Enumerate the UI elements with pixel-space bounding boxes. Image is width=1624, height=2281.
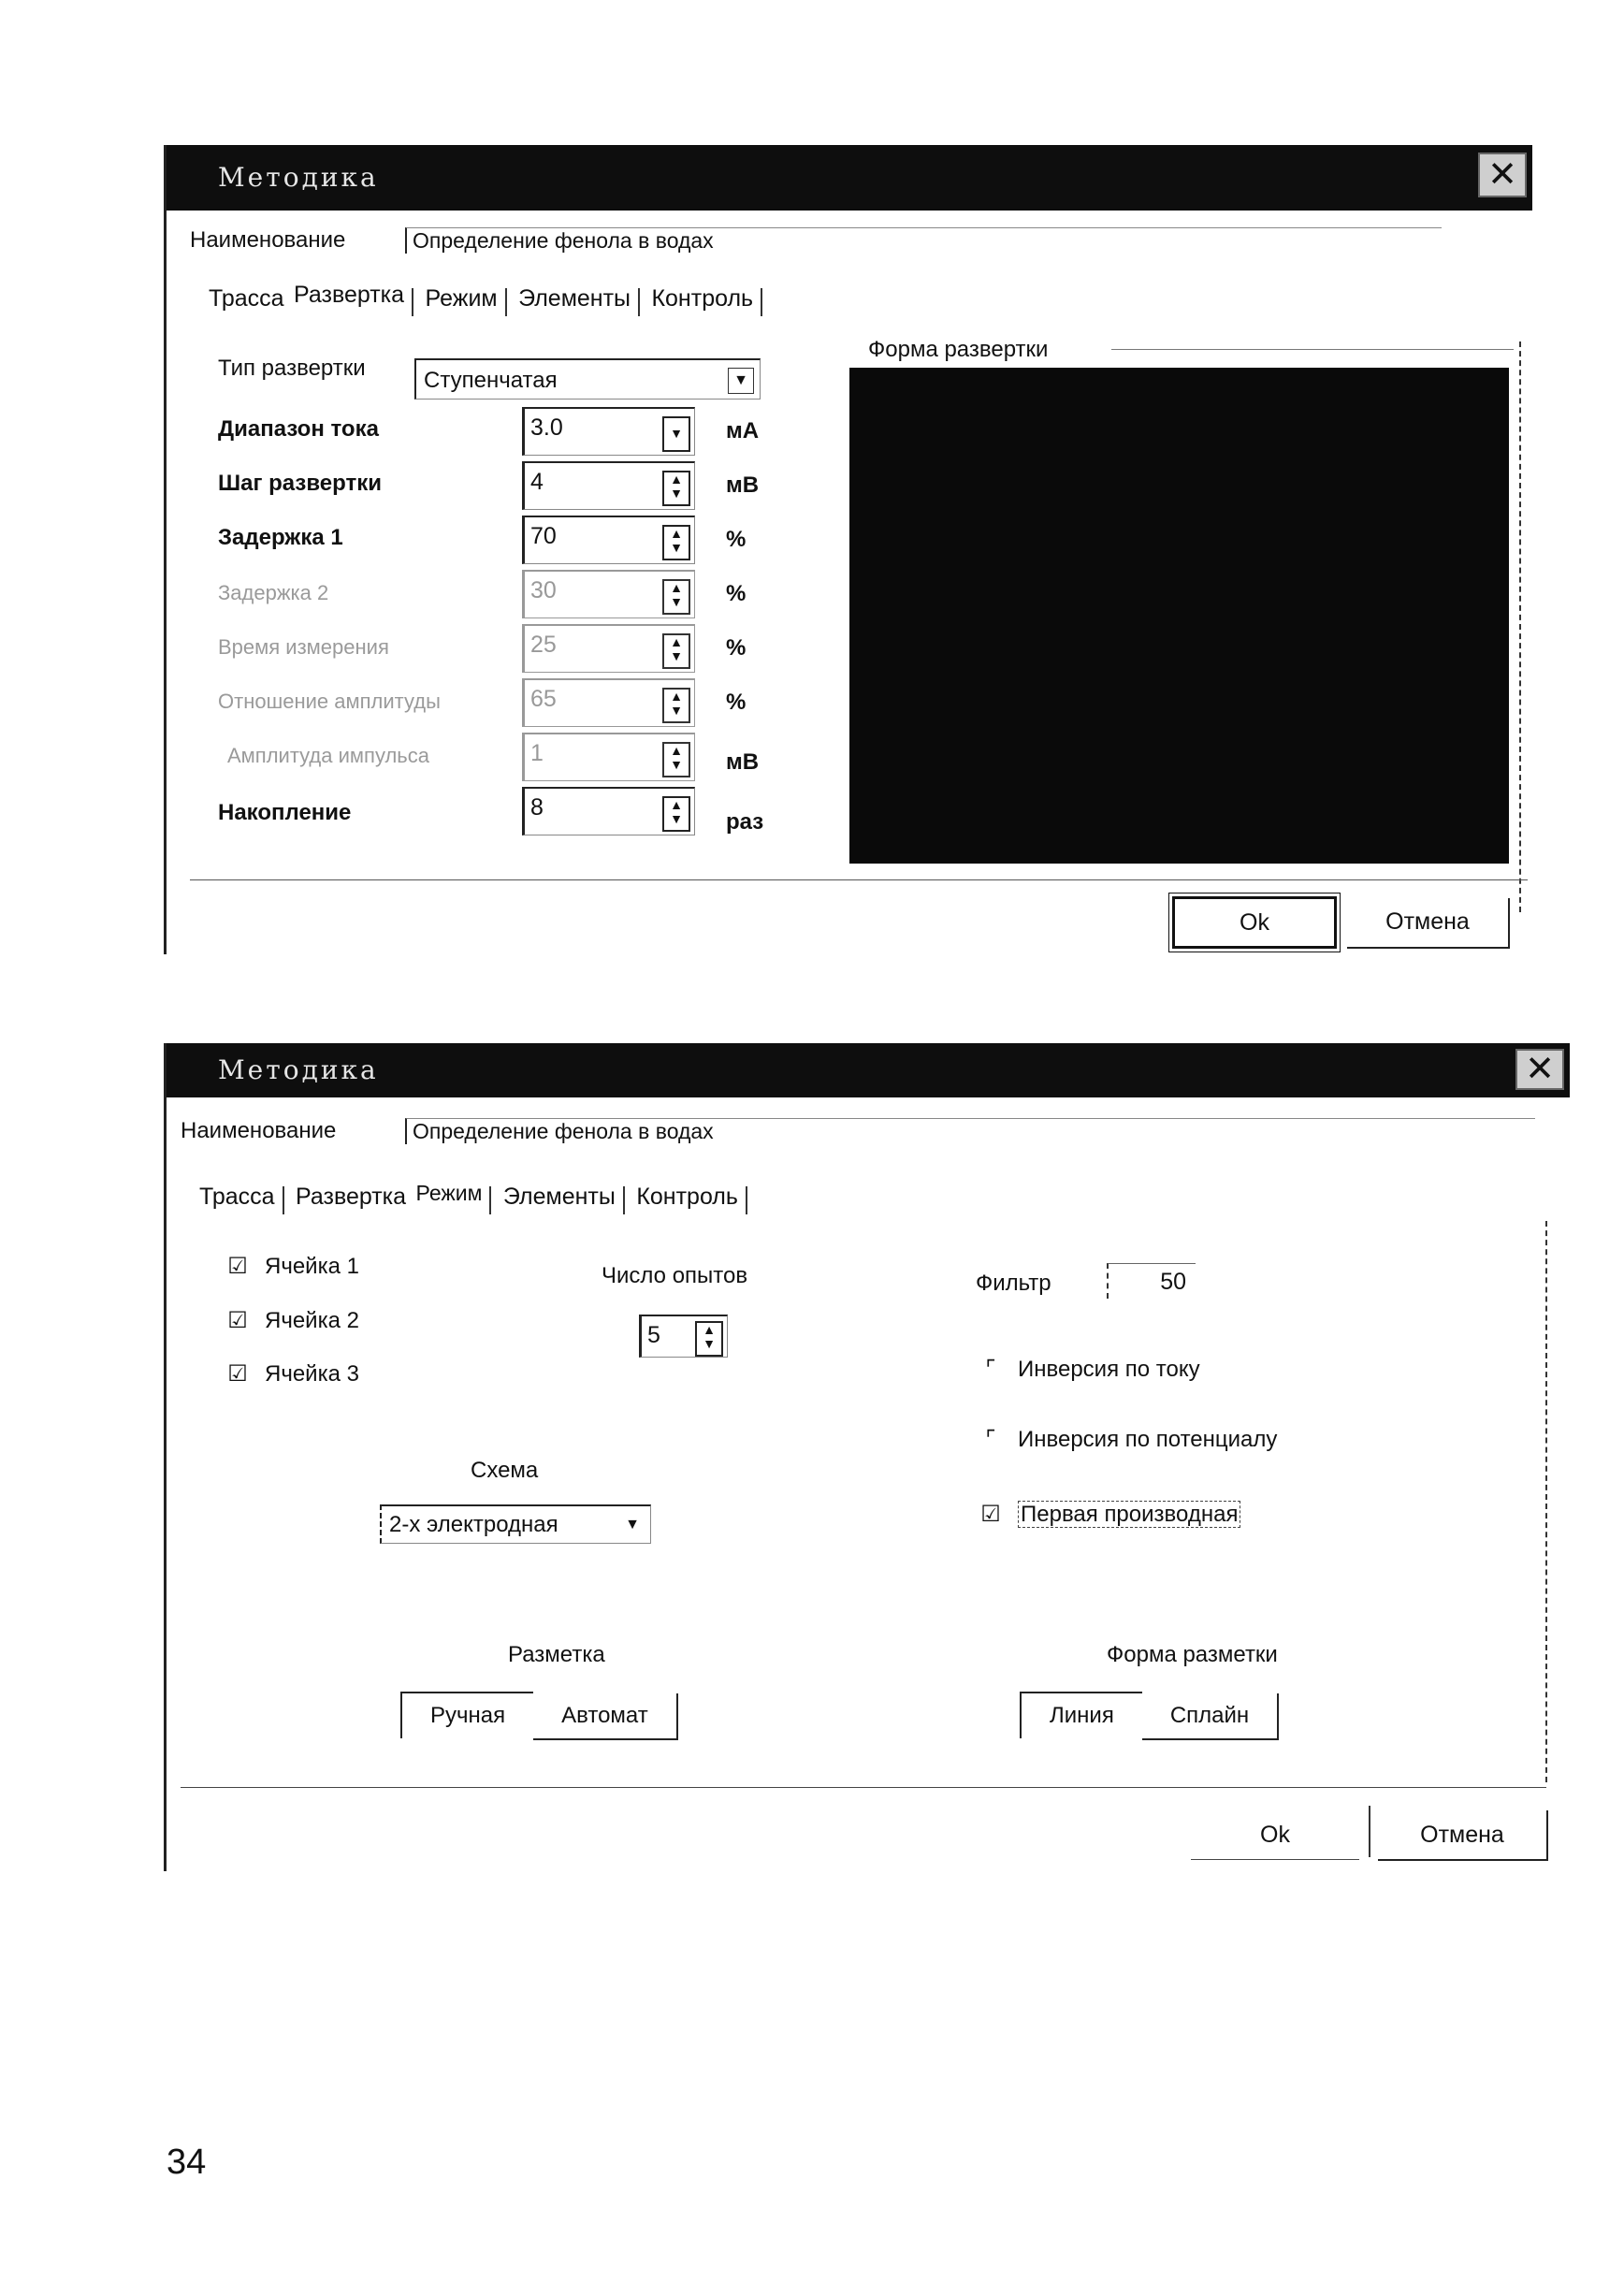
checkbox-empty-icon: ⌜ [985, 1357, 996, 1382]
ok-button[interactable]: Ok [1172, 896, 1337, 949]
spin-arrows-icon[interactable]: ▲ ▼ [662, 579, 690, 615]
field-unit: % [726, 635, 747, 661]
tab-trassa[interactable]: Трасса [209, 285, 284, 312]
field-label: Амплитуда импульса [227, 744, 429, 767]
field-value: 65 [530, 686, 557, 712]
sweep-type-select[interactable] [414, 358, 761, 400]
spin-arrows-icon[interactable]: ▲ ▼ [662, 525, 690, 560]
spin-arrows-icon[interactable]: ▲ ▼ [662, 796, 690, 832]
chevron-down-icon[interactable]: ▼ [728, 368, 754, 394]
group-border [1545, 1221, 1549, 1782]
name-field[interactable]: Определение фенола в водах [405, 1118, 1535, 1144]
marking-label: Разметка [508, 1642, 605, 1667]
tab-divider [761, 288, 762, 316]
name-field[interactable]: Определение фенола в водах [405, 227, 1442, 254]
tab-elements[interactable]: Элементы [518, 285, 631, 312]
check-icon: ☑ [980, 1502, 1001, 1527]
methodology-dialog-sweep [164, 145, 1532, 954]
invert-current-checkbox[interactable] [980, 1357, 1200, 1383]
tab-elements[interactable]: Элементы [502, 1184, 616, 1210]
close-icon[interactable]: ✕ [1478, 153, 1527, 197]
tab-mode[interactable]: Режим [425, 285, 498, 312]
divider [190, 879, 1528, 880]
field-label: Шаг развертки [218, 471, 383, 496]
sweep-type-label: Тип развертки [218, 356, 366, 381]
cell-label: Ячейка 2 [265, 1308, 359, 1333]
option-label: Инверсия по току [1018, 1357, 1200, 1382]
field-unit: раз [726, 809, 764, 835]
cell-1-checkbox[interactable] [227, 1254, 359, 1280]
scheme-select[interactable] [380, 1504, 651, 1544]
cancel-button[interactable]: Отмена [1347, 898, 1510, 949]
shape-line-button[interactable]: Линия [1020, 1692, 1142, 1738]
field-label: Отношение амплитуды [218, 690, 441, 713]
check-icon: ☑ [227, 1308, 248, 1333]
experiments-spinner[interactable] [639, 1315, 728, 1358]
filter-label: Фильтр [976, 1271, 1051, 1296]
option-label: Инверсия по потенциалу [1018, 1427, 1278, 1452]
field-label: Задержка 1 [218, 525, 343, 550]
field-value: 4 [530, 469, 544, 495]
cancel-button[interactable]: Отмена [1378, 1810, 1548, 1861]
tab-bar [199, 1181, 755, 1214]
page-number: 34 [167, 2143, 207, 2182]
methodology-dialog-mode [164, 1043, 1570, 1871]
tab-control[interactable]: Контроль [651, 285, 754, 312]
scheme-value: 2-х электродная [389, 1512, 558, 1537]
cell-3-checkbox[interactable] [227, 1361, 359, 1387]
amplitude-ratio-spinner[interactable] [522, 678, 695, 727]
accumulation-spinner[interactable] [522, 787, 695, 835]
dialog-title: Методика [218, 1054, 379, 1085]
shape-spline-button[interactable]: Сплайн [1142, 1693, 1279, 1740]
check-icon: ☑ [227, 1361, 248, 1387]
title-bar[interactable] [167, 145, 1532, 211]
filter-field[interactable]: 50 [1107, 1263, 1196, 1299]
group-border [1519, 341, 1523, 912]
marking-shape-toggle [1020, 1692, 1279, 1740]
field-value: 25 [530, 632, 557, 658]
measure-time-spinner[interactable] [522, 624, 695, 673]
title-bar[interactable] [167, 1043, 1570, 1097]
group-border [1111, 349, 1514, 350]
field-unit: % [726, 581, 747, 606]
marking-shape-label: Форма разметки [1107, 1642, 1278, 1667]
spin-arrows-icon[interactable]: ▲ ▼ [662, 742, 690, 777]
pulse-amplitude-spinner[interactable] [522, 733, 695, 781]
delay1-spinner[interactable] [522, 516, 695, 564]
option-label: Первая производная [1018, 1501, 1240, 1528]
marking-manual-button[interactable]: Ручная [400, 1692, 533, 1738]
field-unit: % [726, 690, 747, 715]
first-derivative-checkbox[interactable] [980, 1502, 1240, 1528]
cell-label: Ячейка 3 [265, 1361, 359, 1387]
close-icon[interactable]: ✕ [1515, 1049, 1564, 1090]
field-value: 3.0 [530, 414, 563, 441]
chevron-down-icon[interactable]: ▼ [625, 1517, 640, 1533]
tab-sweep[interactable]: Развертка [296, 1184, 407, 1210]
field-label: Накопление [218, 800, 352, 825]
tab-trassa[interactable]: Трасса [199, 1184, 275, 1210]
field-unit: мВ [726, 749, 760, 775]
spin-arrows-icon[interactable]: ▲ ▼ [695, 1321, 723, 1357]
check-icon: ☑ [227, 1254, 248, 1279]
marking-auto-button[interactable]: Автомат [533, 1693, 678, 1740]
sweep-type-value: Ступенчатая [424, 368, 558, 393]
scheme-label: Схема [471, 1458, 539, 1483]
sweep-preview-label: Форма развертки [868, 337, 1049, 362]
field-value: 1 [530, 740, 544, 766]
field-value: 70 [530, 523, 557, 549]
spin-arrows-icon[interactable]: ▲ ▼ [662, 471, 690, 506]
field-unit: мВ [726, 472, 760, 498]
experiments-value: 5 [647, 1322, 660, 1348]
tab-divider [638, 288, 640, 316]
sweep-preview-canvas [849, 368, 1509, 864]
chevron-down-icon[interactable]: ▼ [662, 416, 690, 452]
name-label: Наименование [181, 1118, 337, 1143]
field-value: 30 [530, 577, 557, 603]
cell-2-checkbox[interactable] [227, 1308, 359, 1334]
tab-divider [412, 288, 413, 316]
checkbox-empty-icon: ⌜ [985, 1427, 996, 1452]
tab-divider [746, 1186, 747, 1214]
tab-divider [283, 1186, 284, 1214]
field-label: Время измерения [218, 635, 389, 659]
tab-bar [209, 282, 770, 316]
button-divider [1369, 1806, 1370, 1857]
tab-divider [623, 1186, 625, 1214]
delay2-spinner[interactable] [522, 570, 695, 618]
field-value: 8 [530, 794, 544, 821]
experiments-label: Число опытов [602, 1263, 748, 1288]
marking-toggle [400, 1692, 678, 1740]
name-label: Наименование [190, 227, 346, 253]
field-unit: % [726, 527, 747, 552]
current-range-select[interactable] [522, 407, 695, 456]
spin-arrows-icon[interactable]: ▲ ▼ [662, 633, 690, 669]
invert-potential-checkbox[interactable] [980, 1427, 1277, 1453]
tab-divider [505, 288, 507, 316]
divider [181, 1787, 1546, 1788]
field-label: Диапазон тока [218, 416, 379, 442]
field-label: Задержка 2 [218, 581, 329, 604]
tab-control[interactable]: Контроль [636, 1184, 738, 1210]
sweep-step-spinner[interactable] [522, 461, 695, 510]
field-unit: мА [726, 418, 760, 443]
dialog-title: Методика [218, 162, 379, 193]
spin-arrows-icon[interactable]: ▲ ▼ [662, 688, 690, 723]
cell-label: Ячейка 1 [265, 1254, 359, 1279]
tab-divider [489, 1186, 491, 1214]
tab-mode[interactable]: Режим [415, 1181, 483, 1205]
ok-button[interactable]: Ok [1191, 1810, 1359, 1860]
tab-sweep[interactable]: Развертка [294, 282, 405, 308]
